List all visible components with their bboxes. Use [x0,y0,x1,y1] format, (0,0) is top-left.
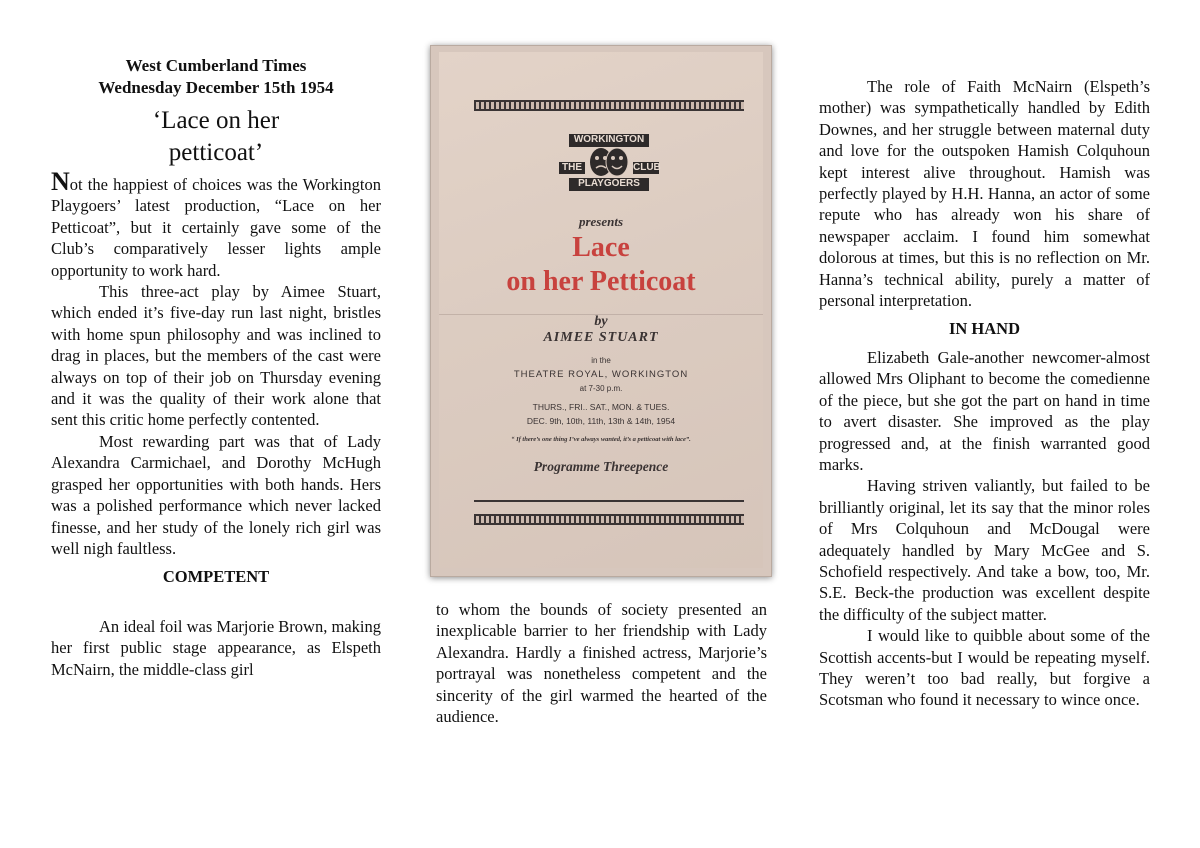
programme-author: AIMEE STUART [543,330,659,345]
programme-in-the: in the [591,356,611,365]
paragraph: An ideal foil was Marjorie Brown, making her first public stage appearance, as Elspeth McNairn, the middle-class girl [51,616,381,679]
paragraph: I would like to quibble about some of the Scottish accents-but I would be repeating myself. They weren’t too bad really, but forgive a Scotsman who found it necessary to wince once. [819,626,1150,710]
article-column-3 [819,76,1150,711]
headline-line-2: petticoat’ [168,139,264,166]
paragraph [51,167,381,281]
decorative-rule [474,500,744,502]
subheading-competent: COMPETENT [162,567,270,587]
paragraph: to whom the bounds of society presented an inexplicable barrier to her friendship with Lady Alexandra. Hardly a finished actress, Marjorie’s portrayal was nonetheless competent and the sincerity of the girl warmed the hearted of the audience. [436,600,767,727]
paragraph: Most rewarding part was that of Lady Alexandra Carmichael, and Dorothy McHugh grasped her opportunities with both hands. Hers was a polished performance which never lacked finesse, and her study of the lonely rich girl was well nigh faultless. [51,431,381,558]
programme-quote: “ If there’s one thing I’ve always wanted, it’s a petticoat with lace”. [511,436,691,443]
paragraph: Elizabeth Gale-another newcomer-almost allowed Mrs Oliphant to become the comedienne of the piece, but she got the part on hand in time to avert disaster. She improved as the play progressed and, at the finish warranted good marks. [819,347,1150,474]
publication-date: Wednesday December 15th 1954 [98,78,334,97]
headline-line-1: ‘Lace on her [152,107,280,134]
logo-workington: WORKINGTON [569,134,649,147]
programme-cover-image [430,45,772,577]
decorative-border-top [474,100,744,111]
article-column-1 [51,55,381,680]
programme-theatre: THEATRE ROYAL, WORKINGTON [513,369,689,380]
programme-by: by [594,314,608,329]
article-column-2 [436,599,767,727]
programme-days: THURS., FRI.. SAT., MON. & TUES. [532,402,670,412]
programme-page [439,52,763,568]
playgoers-club-logo [559,134,659,202]
programme-time: at 7-30 p.m. [579,384,623,393]
theatre-masks-icon [587,146,631,180]
paragraph: The role of Faith McNairn (Elspeth’s mother) was sympathetically handled by Edith Downes, and her struggle between maternal duty and love for the outspoken Hamish Colquhoun kept interest alive throughout. Hamish was perfectly played by H.H. Hanna, an actor of some repute who has already won his share of newspaper acclaim. I found him somewhat dolorous at times, but this is no reflection on Mr. Hanna’s technical ability, purely a matter of personal interpretation. [819,77,1150,311]
programme-title-line-2: on her Petticoat [506,266,696,297]
article-headline [51,105,381,169]
paragraph: This three-act play by Aimee Stuart, which ended it’s five-day run last night, bristles with home spun philosophy and was inclined to drag in places, but the members of the cast were always on top of their job on Thursday evening and it was the quality of their work alone that sent this critic home perfectly contented. [51,282,381,430]
programme-title-line-1: Lace [572,232,630,263]
newspaper-name: West Cumberland Times [125,56,307,75]
logo-the: THE [559,162,585,174]
logo-playgoers: PLAYGOERS [569,178,649,191]
programme-presents: presents [578,214,624,229]
logo-club: CLUB [633,162,661,173]
paragraph-text: ot the happiest of choices was the Workington Playgoers’ latest production, “Lace on her Petticoat”, but it certainly gave some of the Club’s comparatively lesser lights ample opportunity to work hard. [51,175,381,280]
drop-cap: N [51,167,70,196]
subheading-in-hand: IN HAND [948,319,1021,339]
programme-dates: DEC. 9th, 10th, 11th, 13th & 14th, 1954 [526,416,676,426]
decorative-border-bottom [474,514,744,525]
paragraph: Having striven valiantly, but failed to be brilliantly original, let its say that the minor roles of Mrs Colquhoun and McDougal were adequately handled by Mary McGee and S. Schofield respectively. And take a bow, too, Mr. S.E. Beck-the production was excellent despite the difficulty of the subject matter. [819,476,1150,624]
programme-price: Programme Threepence [533,459,669,474]
